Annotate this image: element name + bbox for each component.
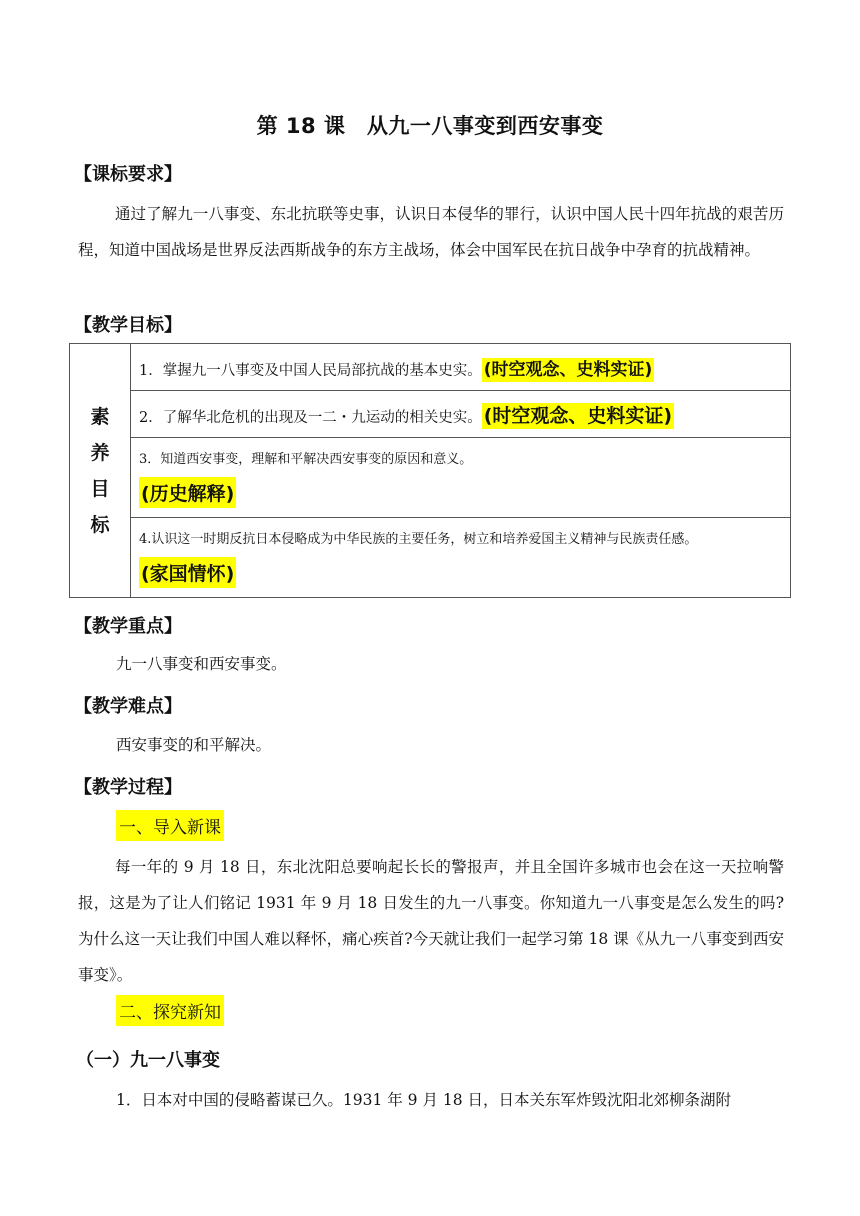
- point-text: 1．日本对中国的侵略蓄谋已久。1931 年 9 月 18 日，日本关东军炸毁沈阳北郊柳条湖附: [116, 1091, 732, 1109]
- objective-text: 3．知道西安事变，理解和平解决西安事变的原因和意义。: [139, 452, 473, 467]
- intro-text: 每一年的 9 月 18 日，东北沈阳总要响起长长的警报声，并且全国许多城市也会在这一天拉响警报，这是为了让人们铭记 1931 年 9 月 18 日发生的九一八事变。你知道九一八事变是怎么发生的吗?为什么这一天让我们中国人难以释怀，痛心疾首?今天就让我们一起学习第 18 课《从九一八事变到西安事变》。: [78, 858, 784, 984]
- side-char: 素: [90, 405, 110, 428]
- difficulties-heading: 【教学难点】: [74, 696, 182, 717]
- literacy-tag: (时空观念、史料实证): [483, 404, 673, 427]
- key-points-heading: 【教学重点】: [74, 616, 182, 637]
- literacy-tag: (时空观念、史料实证): [483, 359, 653, 380]
- literacy-tag: (历史解释): [139, 477, 236, 508]
- difficulties-text: 西安事变的和平解决。: [116, 736, 272, 754]
- objective-row-4: [131, 518, 791, 598]
- objective-row-3: [131, 438, 791, 518]
- objective-text: 4.认识这一时期反抗日本侵略成为中华民族的主要任务，树立和培养爱国主义精神与民族责任感。: [139, 532, 698, 547]
- objective-row-1: [131, 344, 791, 391]
- side-char: 养: [90, 441, 110, 464]
- curriculum-heading: 【课标要求】: [74, 164, 182, 185]
- objective-text: 1．掌握九一八事变及中国人民局部抗战的基本史实。: [139, 362, 482, 379]
- objectives-table: [69, 343, 791, 598]
- subsection-heading: （一）九一八事变: [76, 1050, 220, 1071]
- step-explore-heading: 二、探究新知: [116, 995, 224, 1026]
- page-title: 第 18 课 从九一八事变到西安事变: [256, 114, 604, 138]
- literacy-tag: (家国情怀): [139, 557, 236, 588]
- key-points-text: 九一八事变和西安事变。: [116, 655, 287, 673]
- process-heading: 【教学过程】: [74, 777, 182, 798]
- step-intro-heading: 一、导入新课: [116, 810, 224, 841]
- objectives-heading: 【教学目标】: [74, 315, 182, 336]
- objective-row-2: [131, 391, 791, 438]
- objective-text: 2．了解华北危机的出现及一二・九运动的相关史实。: [139, 409, 482, 426]
- curriculum-text: 通过了解九一八事变、东北抗联等史事，认识日本侵华的罪行，认识中国人民十四年抗战的艰苦历程，知道中国战场是世界反法西斯战争的东方主战场，体会中国军民在抗日战争中孕育的抗战精神。: [78, 205, 784, 259]
- side-char: 标: [90, 513, 110, 536]
- literacy-goals-label: [70, 344, 131, 598]
- side-char: 目: [90, 477, 110, 500]
